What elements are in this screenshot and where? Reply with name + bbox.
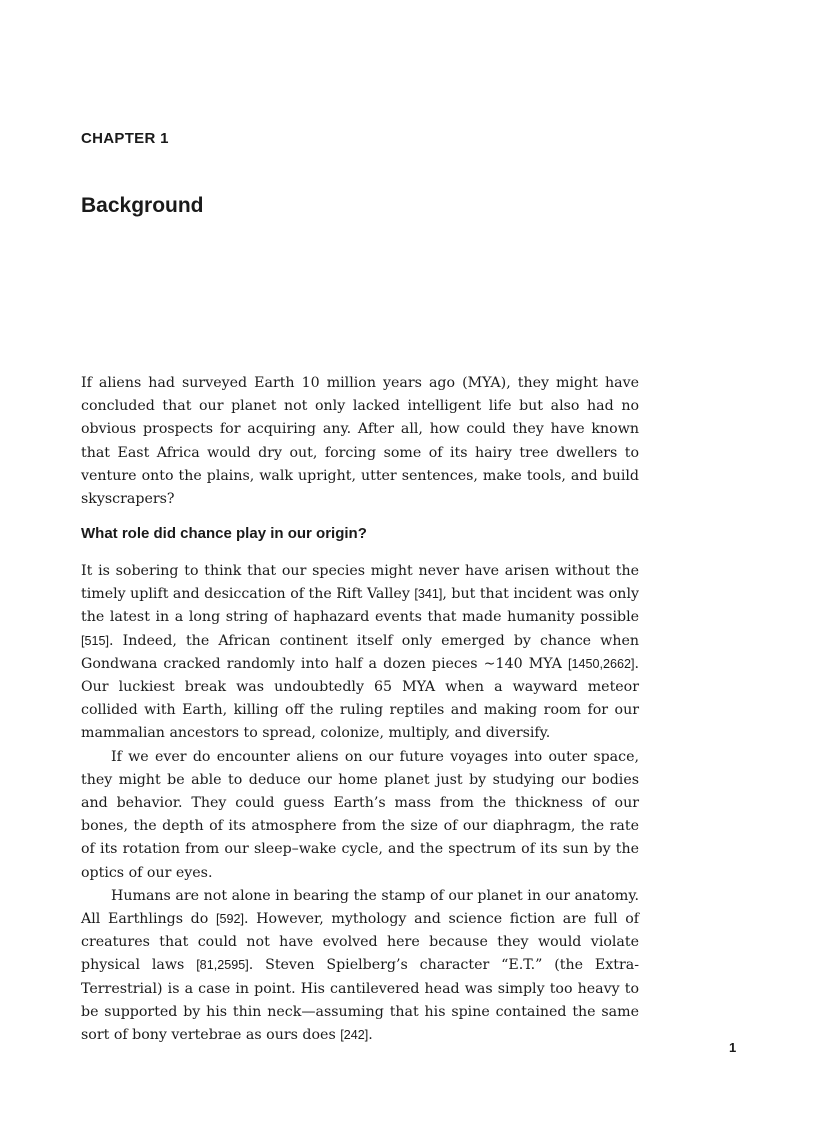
body-paragraph-3 [81, 885, 639, 1047]
intro-paragraph-block [81, 372, 639, 511]
chapter-title: Background [81, 194, 204, 217]
paragraph-text: Humans are not alone in bearing the stamp of our planet in our anatomy. All Earthlings do [81, 887, 639, 928]
paragraph-text: , but that incident was only the latest in a long string of haphazard events that made humanity possible [81, 586, 640, 626]
paragraph-text: . Steven Spielberg’s character “E.T.” (the Extra-Terrestrial) is a case in point. His cantilevered head was simply too heavy to be supported by his thin neck—assuming that his spine contained the same sort of bony vertebrae as ours does [81, 957, 640, 1044]
citation: [81,2595] [196, 958, 249, 973]
chapter-label: CHAPTER 1 [81, 130, 169, 147]
page-number: 1 [729, 1040, 737, 1055]
citation: [242] [340, 1028, 369, 1043]
paragraph-text: . Our luckiest break was undoubtedly 65 MYA when a wayward meteor collided with Earth, killing off the ruling reptiles and making room for our mammalian ancestors to spread, colonize, multiply, and diversify. [81, 655, 639, 742]
paragraph-text: . Indeed, the African continent itself only emerged by chance when Gondwana cracked randomly into half a dozen pieces ∼140 MYA [81, 632, 639, 672]
section-body [81, 560, 639, 1047]
body-paragraph-2: If we ever do encounter aliens on our future voyages into outer space, they might be able to deduce our home planet just by studying our bodies and behavior. They could guess Earth’s mass from the thickness of our bones, the depth of its atmosphere from the size of our diaphragm, the rate of its rotation from our sleep–wake cycle, and the spectrum of its sun by the optics of our eyes. [81, 748, 639, 881]
paragraph-text: It is sobering to think that our species might never have arisen without the timely uplift and desiccation of the Rift Valley [81, 563, 639, 603]
paragraph-text: . [368, 1027, 373, 1044]
citation: [1450,2662] [567, 656, 635, 671]
paragraph-text: . However, mythology and science fiction are full of creatures that could not have evolved here because they would violate physical laws [81, 911, 639, 974]
citation: [592] [215, 912, 244, 927]
citation: [515] [81, 633, 110, 648]
body-paragraph-1 [81, 560, 639, 746]
intro-paragraph: If aliens had surveyed Earth 10 million years ago (MYA), they might have concluded that our planet not only lacked intelligent life but also had no obvious prospects for acquiring any. After all, how could they have known that East Africa would dry out, forcing some of its hairy tree dwellers to venture onto the plains, walk upright, utter sentences, make tools, and build skyscrapers? [81, 375, 639, 508]
citation: [341] [414, 587, 443, 602]
section-heading: What role did chance play in our origin? [81, 525, 367, 542]
